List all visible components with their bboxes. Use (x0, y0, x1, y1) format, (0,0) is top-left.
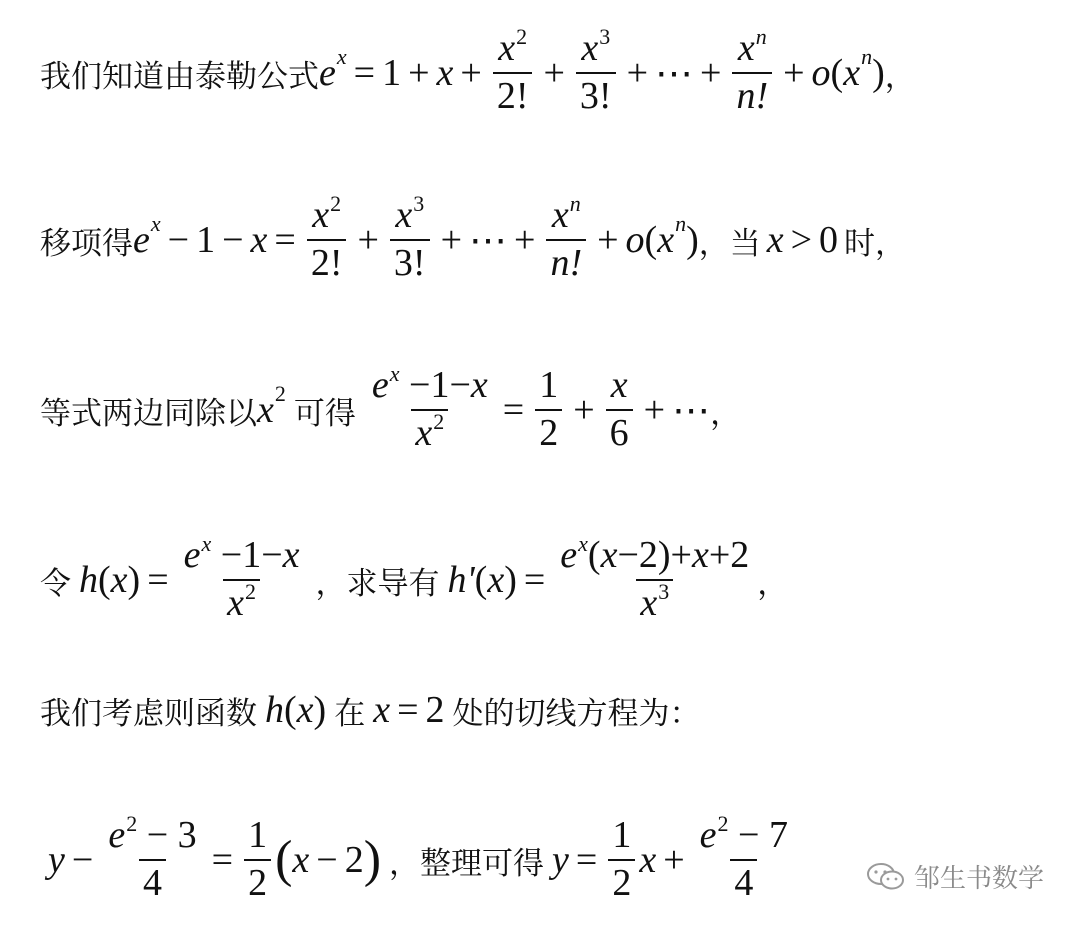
fraction-e2-3-over-4: $\frac{e^2 - 3}{4}$ (108, 811, 197, 904)
formula-line-1: 我们知道由泰勒公式 e x = 1 + x + $\frac{x^2}{2!}$ + $\frac{x^3}{3!}$ + ⋯ + $\frac{x^n}{n!}$ + o ( x n ) ， (40, 24, 916, 117)
formula-line-3: 等式两边同除以 x 2 可得 $\frac{e^x -1-x}{x^2}$ = $\frac{1}{2}$ + $\frac{x}{6}$ + ⋯ ， (40, 361, 742, 454)
formula-line-2: 移项得 e x − 1 − x = $\frac{x^2}{2!}$ + $\frac{x^3}{3!}$ + ⋯ + $\frac{x^n}{n!}$ + o ( x n ) ，当 x > 0 时， (40, 191, 907, 284)
fraction-one-half: $\frac{1}{2}$ (535, 365, 562, 455)
fraction-h-definition: $\frac{e^x -1-x}{x^2}$ (183, 531, 300, 624)
fraction-x2-over-2fact: $\frac{x^2}{2!}$ (493, 28, 533, 118)
watermark-text: 邹生书数学 (913, 864, 1044, 894)
line1-text: 我们知道由泰勒公式 (40, 58, 319, 95)
formula-line-6: y − $\frac{e^2 - 3}{4}$ = $\frac{1}{2}$ ( x − 2 ) ，整理可得 y = $\frac{1}{2}$ x + $\frac{e^2 - 7}{4}$ (48, 805, 1060, 915)
fraction-xn-over-nfact: $\frac{x^n}{n!}$ (732, 28, 772, 118)
fraction-x-over-6: $\frac{x}{6}$ (606, 365, 633, 455)
line3-text: 等式两边同除以 (40, 395, 257, 432)
wechat-icon (866, 861, 906, 893)
watermark (866, 858, 1044, 895)
fraction-one-half: $\frac{1}{2}$ (608, 815, 635, 905)
fraction-e2-7-over-4: $\frac{e^2 - 7}{4}$ (699, 811, 788, 904)
fraction-x3-over-3fact: $\frac{x^3}{3!}$ (576, 28, 616, 118)
line5-text: 我们考虑则函数 (40, 695, 257, 732)
fraction-one-half: $\frac{1}{2}$ (244, 815, 271, 905)
fraction-ex-1-x-over-x2: $\frac{e^x -1-x}{x^2}$ (371, 361, 488, 454)
fraction-h-derivative: $\frac{e^x(x-2)+x+2}{x^3}$ (560, 531, 750, 624)
fraction-xn-over-nfact: $\frac{x^n}{n!}$ (546, 195, 586, 285)
fraction-x2-over-2fact: $\frac{x^2}{2!}$ (307, 195, 347, 285)
line2-text: 移项得 (40, 225, 133, 262)
fraction-x3-over-3fact: $\frac{x^3}{3!}$ (390, 195, 430, 285)
formula-line-4: 令 h ( x ) = $\frac{e^x -1-x}{x^2}$ ，求导有 h' ( x ) = $\frac{e^x(x-2)+x+2}{x^3}$ ， (40, 531, 789, 624)
formula-line-5: 我们考虑则函数 h ( x ) 在 x = 2 处的切线方程为： (40, 689, 701, 732)
